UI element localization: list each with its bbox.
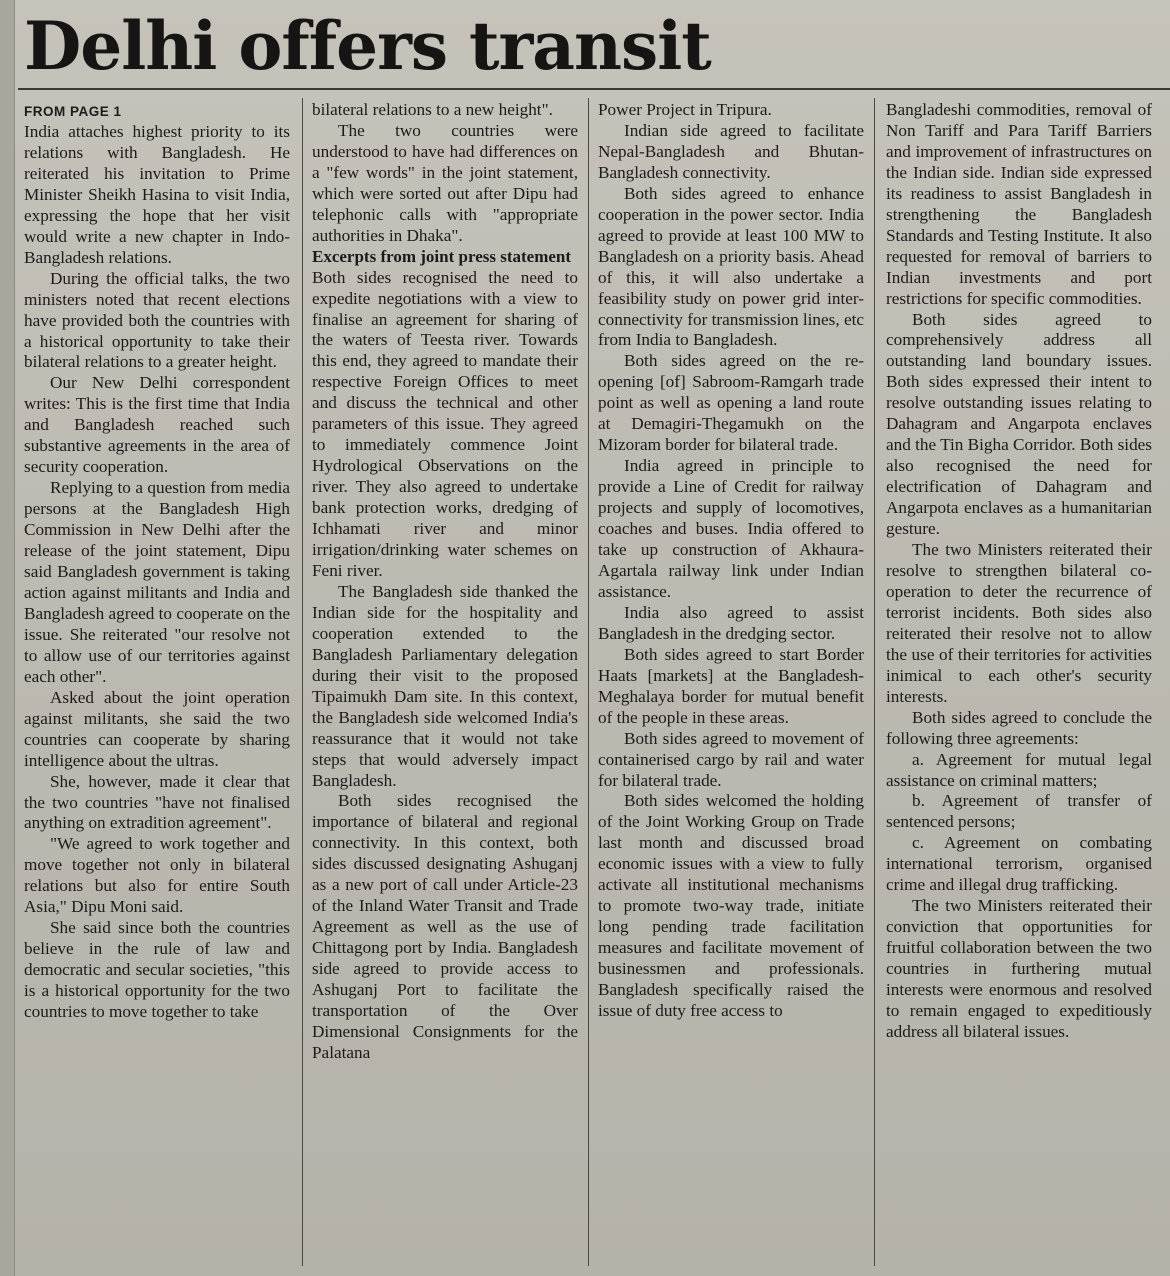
paragraph: The Bangladesh side thanked the Indian side for the hospitality and cooperation extended to the Bangladesh Parliamentary delegation during their visit to the proposed Tipaimukh Dam site. In this context, the Bangladesh side welcomed India's reassurance that it would not take steps that would adversely impact Bangladesh. xyxy=(312,581,578,790)
paragraph: During the official talks, the two ministers noted that recent elections have provided both the countries with a historical opportunity to take their bilateral relations to a greater height. xyxy=(24,268,290,372)
article-column-1 xyxy=(24,100,290,1023)
paragraph: Both sides agreed to enhance cooperation in the power sector. India agreed to provide at least 100 MW to Bangladesh on a priority basis. Ahead of this, it will also undertake a feasibility study on power grid inter-connectivity for transmission lines, etc from India to Bangladesh. xyxy=(598,183,864,350)
paragraph: Both sides welcomed the holding of the Joint Working Group on Trade last month and discussed broad economic issues with a view to fully activate all institutional mechanisms to promote two-way trade, initiate long pending trade facilitation measures and facilitate movement of businessmen and professionals. Bangladesh specifically raised the issue of duty free access to xyxy=(598,791,864,1020)
paragraph: She said since both the countries believe in the rule of law and democratic and secular societies, "this is a historical opportunity for the two countries to move together to take xyxy=(24,918,290,1022)
paragraph: Power Project in Tripura. xyxy=(598,100,772,119)
paragraph: Replying to a question from media persons at the Bangladesh High Commission in New Delhi after the release of the joint statement, Dipu said Bangladesh government is taking action against militants and India and Bangladesh agreed to cooperate on the issue. She reiterated "our resolve not to allow use of our territories against each other". xyxy=(24,478,290,686)
article-column-4 xyxy=(886,100,1152,1043)
paragraph: Both sides recognised the importance of bilateral and regional connectivity. In this context, both sides discussed designating Ashuganj as a new port of call under Article-23 of the Inland Water Transit and Trade Agreement as well as the use of Chittagong port by India. Bangladesh side agreed to provide access to Ashuganj Port to facilitate the transportation of the Over Dimensional Consignments for the Palatana xyxy=(312,791,578,1062)
paragraph: The two Ministers reiterated their resolve to strengthen bilateral co-operation to deter the recurrence of terrorist incidents. Both sides also reiterated their resolve not to allow the use of their territories for activities inimical to each other's security interests. xyxy=(886,540,1152,706)
paragraph: Our New Delhi correspondent writes: This is the first time that India and Bangladesh reached such substantive agreements in the area of security cooperation. xyxy=(24,373,290,477)
paragraph: She, however, made it clear that the two countries "have not finalised anything on extradition agreement". xyxy=(24,771,290,833)
paragraph: India attaches highest priority to its relations with Bangladesh. He reiterated his invitation to Prime Minister Sheikh Hasina to visit India, expressing the hope that her visit would write a new chapter in Indo-Bangladesh relations. xyxy=(24,122,290,267)
paragraph: Bangladeshi commodities, removal of Non Tariff and Para Tariff Barriers and improvement of infrastructures on the Indian side. Indian side expressed its readiness to assist Bangladesh in strengthening the Bangladesh Standards and Testing Institute. It also requested for removal of barriers to Indian investments and port restrictions for specific commodities. xyxy=(886,100,1152,308)
section-subhead: Excerpts from joint press statement xyxy=(312,246,572,266)
headline-rule xyxy=(18,88,1170,90)
paragraph: India agreed in principle to provide a Line of Credit for railway projects and supply of locomotives, coaches and buses. India offered to take up construction of Akhaura-Agartala railway link under Indian assistance. xyxy=(598,456,864,601)
paragraph: b. Agreement of transfer of sentenced persons; xyxy=(886,791,1152,832)
paragraph: Indian side agreed to facilitate Nepal-Bangladesh and Bhutan-Bangladesh connectivity. xyxy=(598,120,864,182)
column-divider xyxy=(588,98,589,1266)
paragraph: a. Agreement for mutual legal assistance on criminal matters; xyxy=(886,749,1152,790)
kicker: FROM PAGE 1 xyxy=(24,104,122,119)
column-divider xyxy=(302,98,303,1266)
paragraph: Both sides recognised the need to expedite negotiations with a view to finalise an agreement for sharing of the waters of Teesta river. Towards this end, they agreed to mandate their respective Foreign Offices to meet and discuss the technical and other parameters of this issue. They agreed to immediately commence Joint Hydrological Observations on the river. They also agreed to undertake bank protection works, dredging of Ichhamati river and minor irrigation/drinking water schemes on Feni river. xyxy=(312,267,578,580)
paragraph: Both sides agreed to movement of containerised cargo by rail and water for bilateral trade. xyxy=(598,728,864,790)
paragraph: The two countries were understood to have had differences on a "few words" in the joint statement, which were sorted out after Dipu had telephonic calls with "appropriate authorities in Dhaka". xyxy=(312,120,578,245)
paragraph: bilateral relations to a new height". xyxy=(312,100,553,119)
paragraph: The two Ministers reiterated their conviction that opportunities for fruitful collaboration between the two countries in furthering mutual interests were enormous and resolved to remain engaged to expeditiously address all bilateral issues. xyxy=(886,896,1152,1041)
headline: Delhi offers transit xyxy=(24,7,711,85)
column-divider xyxy=(874,98,875,1266)
paragraph: Asked about the joint operation against militants, she said the two countries can cooperate by sharing intelligence about the ultras. xyxy=(24,687,290,770)
paragraph: India also agreed to assist Bangladesh in the dredging sector. xyxy=(598,602,864,643)
paragraph: Both sides agreed on the re-opening [of] Sabroom-Ramgarh trade point as well as opening a land route at Demagiri-Thegamukh on the Mizoram border for bilateral trade. xyxy=(598,351,864,455)
paragraph: Both sides agreed to conclude the following three agreements: xyxy=(886,707,1152,748)
paragraph: Both sides agreed to comprehensively address all outstanding land boundary issues. Both sides expressed their intent to resolve outstanding issues relating to Dahagram and Angarpota enclaves and the Tin Bigha Corridor. Both sides also recognised the need for electrification of Dahagram and Angarpota enclaves as a humanitarian gesture. xyxy=(886,309,1152,539)
paragraph: Both sides agreed to start Border Haats [markets] at the Bangladesh-Meghalaya border for mutual benefit of the people in these areas. xyxy=(598,644,864,727)
paragraph: c. Agreement on combating international terrorism, organised crime and illegal drug trafficking. xyxy=(886,833,1152,895)
paragraph: "We agreed to work together and move together not only in bilateral relations but also for entire South Asia," Dipu Moni said. xyxy=(24,834,290,917)
article-column-3 xyxy=(598,100,864,1022)
page-margin xyxy=(0,0,15,1276)
article-column-2 xyxy=(312,100,578,1064)
